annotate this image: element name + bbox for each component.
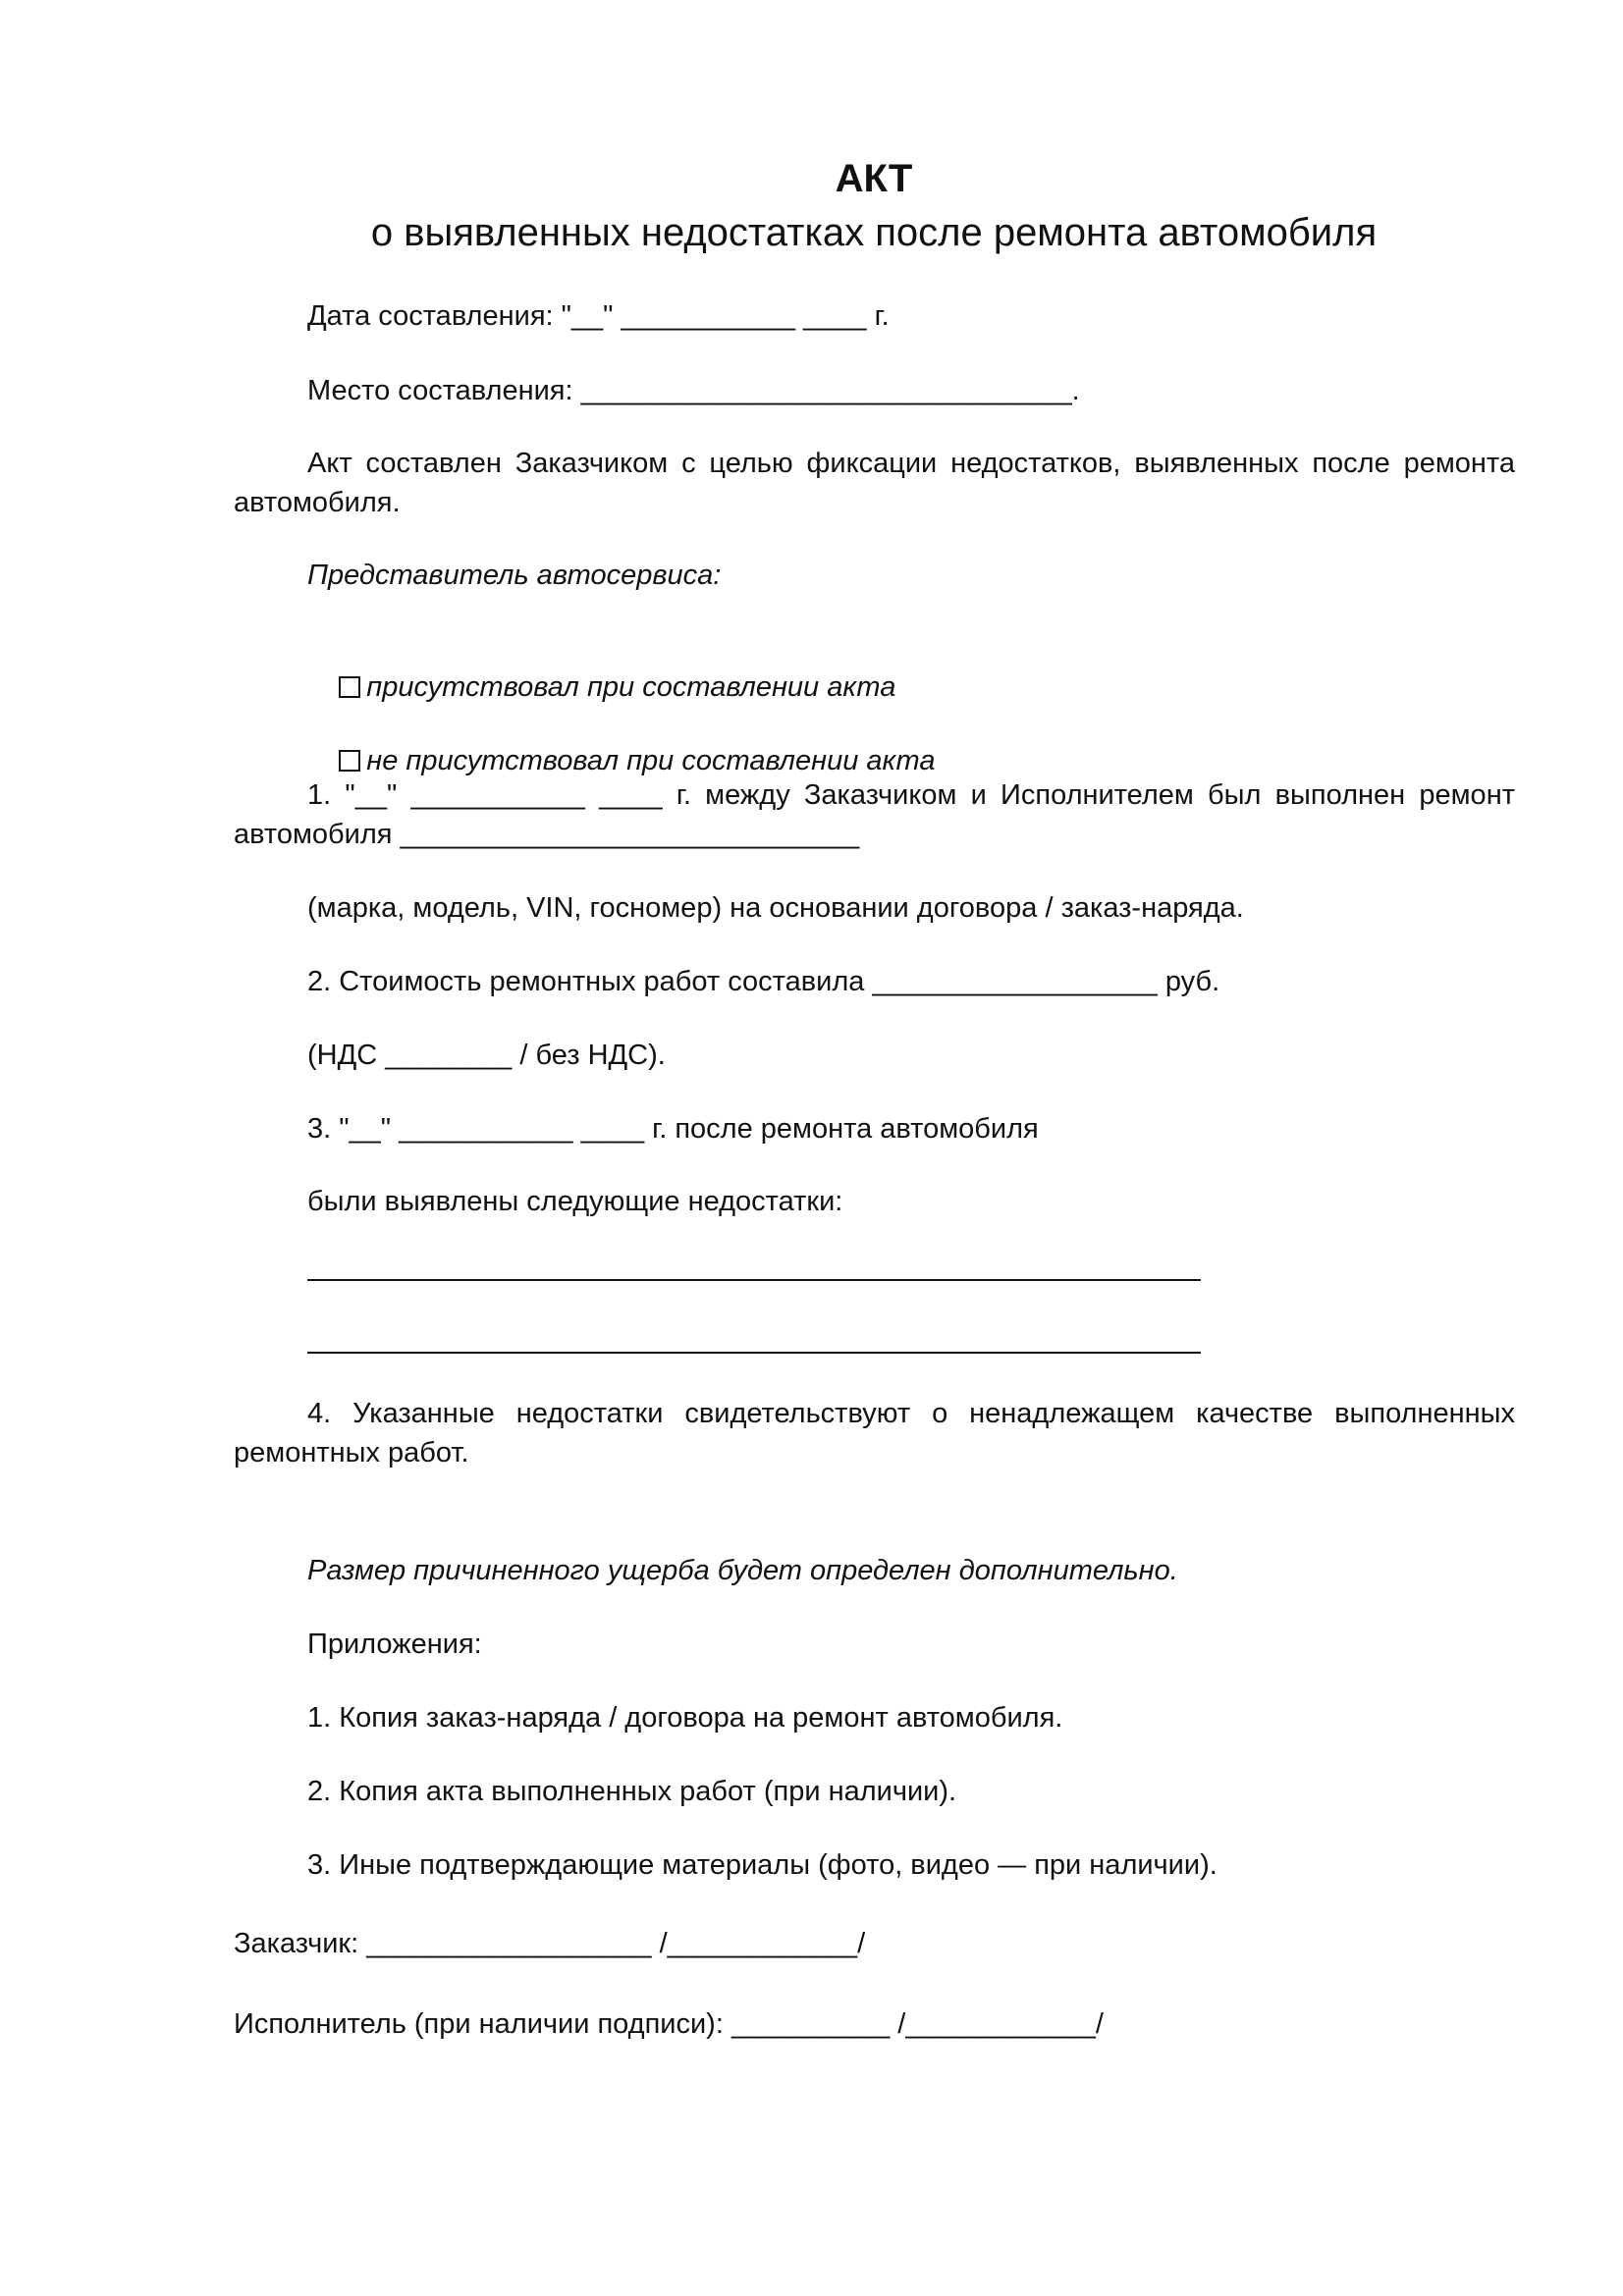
item-3-continuation: были выявлены следующие недостатки:: [307, 1186, 843, 1217]
defects-blank-line-2[interactable]: [307, 1352, 1201, 1354]
signature-customer: Заказчик: __________________ /____________/: [234, 1928, 866, 1959]
item-4: 4. Указанные недостатки свидетельствуют о ненадлежащем качестве выполненных ремонтных работ.: [234, 1398, 1515, 1468]
representative-label: Представитель автосервиса:: [307, 560, 722, 591]
date-line: Дата составления: "__" ___________ ____ г.: [307, 300, 890, 332]
checkbox-icon[interactable]: [339, 750, 360, 772]
option-absent-label: не присутствовал при составлении акта: [366, 745, 936, 776]
item-1: 1. "__" ___________ ____ г. между Заказчиком и Исполнителем был выполнен ремонт автомобиля _____________________________: [234, 779, 1515, 850]
item-3: 3. "__" ___________ ____ г. после ремонта автомобиля: [307, 1113, 1039, 1145]
option-present-label: присутствовал при составлении акта: [366, 671, 896, 703]
document-title: АКТ: [835, 157, 913, 200]
defects-blank-line-1[interactable]: [307, 1279, 1201, 1281]
item-2: 2. Стоимость ремонтных работ составила __________________ руб.: [307, 966, 1220, 997]
checkbox-icon[interactable]: [339, 676, 360, 698]
attachment-item: 2. Копия акта выполненных работ (при наличии).: [307, 1776, 957, 1807]
place-line: Место составления: _______________________________.: [307, 375, 1080, 406]
document-subtitle: о выявленных недостатках после ремонта автомобиля: [370, 211, 1378, 254]
attachment-item: 1. Копия заказ-наряда / договора на ремонт автомобиля.: [307, 1702, 1063, 1734]
item-2-vat: (НДС ________ / без НДС).: [307, 1040, 666, 1071]
intro-paragraph: Акт составлен Заказчиком с целью фиксации недостатков, выявленных после ремонта автомобиля.: [234, 448, 1515, 518]
damage-note: Размер причиненного ущерба будет определен дополнительно.: [307, 1555, 1178, 1586]
attachments-label: Приложения:: [307, 1629, 482, 1660]
attachment-item: 3. Иные подтверждающие материалы (фото, видео — при наличии).: [307, 1849, 1217, 1881]
item-1-note: (марка, модель, VIN, госномер) на основании договора / заказ-наряда.: [307, 892, 1244, 924]
signature-contractor: Исполнитель (при наличии подписи): __________ /____________/: [234, 2008, 1104, 2040]
